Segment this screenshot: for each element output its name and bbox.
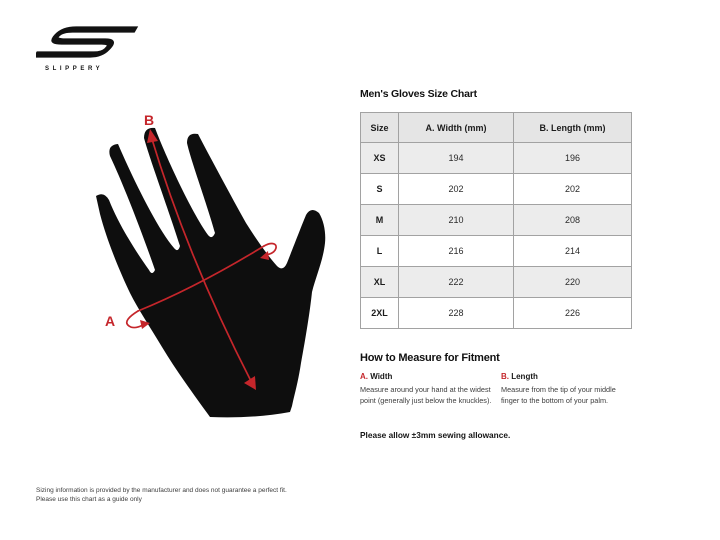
measure-label-text: Width xyxy=(368,372,393,381)
column-header-size: Size xyxy=(361,113,399,143)
length-cell: 208 xyxy=(514,205,632,236)
measure-description-width: Measure around your hand at the widest point (generally just below the knuckles). xyxy=(360,385,492,405)
logo-wordmark: SLIPPERY xyxy=(45,66,104,72)
size-cell: XS xyxy=(361,143,399,174)
length-cell: 202 xyxy=(514,174,632,205)
measure-prefix-a: A. xyxy=(360,372,368,381)
hand-silhouette xyxy=(96,128,325,417)
measure-description-length: Measure from the tip of your middle finger to the bottom of your palm. xyxy=(501,385,616,405)
table-row xyxy=(361,205,632,236)
size-cell: 2XL xyxy=(361,298,399,329)
table-row xyxy=(361,236,632,267)
slippery-logo xyxy=(36,24,146,72)
width-cell: 228 xyxy=(399,298,514,329)
size-cell: M xyxy=(361,205,399,236)
table-row xyxy=(361,298,632,329)
length-cell: 226 xyxy=(514,298,632,329)
size-chart-table xyxy=(360,112,632,329)
measure-section-title: How to Measure for Fitment xyxy=(360,352,500,364)
width-cell: 210 xyxy=(399,205,514,236)
measure-item-width xyxy=(360,372,502,406)
table-row xyxy=(361,174,632,205)
measure-prefix-b: B. xyxy=(501,372,509,381)
length-cell: 214 xyxy=(514,236,632,267)
table-row xyxy=(361,267,632,298)
width-cell: 194 xyxy=(399,143,514,174)
label-b: B xyxy=(144,112,155,128)
width-cell: 222 xyxy=(399,267,514,298)
size-cell: L xyxy=(361,236,399,267)
hand-diagram xyxy=(60,95,360,475)
size-cell: S xyxy=(361,174,399,205)
table-row xyxy=(361,143,632,174)
width-cell: 216 xyxy=(399,236,514,267)
measure-label-width xyxy=(360,372,502,381)
column-header-width: A. Width (mm) xyxy=(399,113,514,143)
footer-line-1: Sizing information is provided by the manufacturer and does not guarantee a perfect fit. xyxy=(36,487,287,494)
sewing-allowance-note: Please allow ±3mm sewing allowance. xyxy=(360,430,511,440)
measure-label-text: Length xyxy=(509,372,538,381)
length-cell: 220 xyxy=(514,267,632,298)
size-chart-title: Men's Gloves Size Chart xyxy=(360,88,477,100)
logo-s-icon xyxy=(36,24,140,60)
measure-label-length xyxy=(501,372,634,381)
table-header-row xyxy=(361,113,632,143)
footer-disclaimer xyxy=(36,487,287,504)
length-cell: 196 xyxy=(514,143,632,174)
column-header-length: B. Length (mm) xyxy=(514,113,632,143)
size-cell: XL xyxy=(361,267,399,298)
label-a: A xyxy=(105,313,116,329)
measure-item-length xyxy=(501,372,634,406)
footer-line-2: Please use this chart as a guide only xyxy=(36,495,142,503)
width-cell: 202 xyxy=(399,174,514,205)
